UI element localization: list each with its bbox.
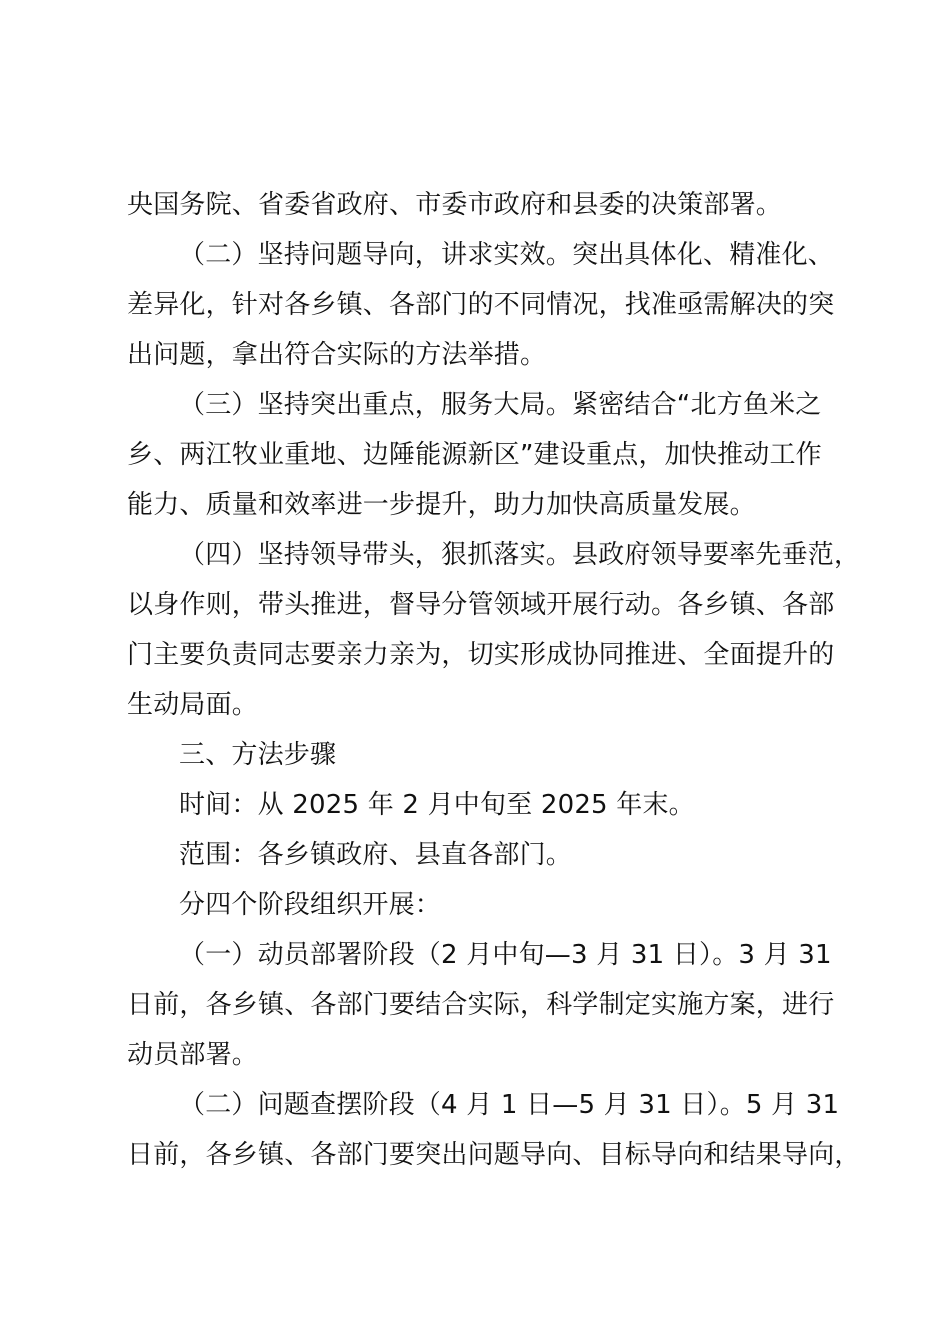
text-line: 时间：从 2025 年 2 月中旬至 2025 年末。 <box>179 790 695 820</box>
text-line: 范围：各乡镇政府、县直各部门。 <box>179 840 573 870</box>
text-line: 动员部署。 <box>127 1040 259 1070</box>
text-line: 央国务院、省委省政府、市委市政府和县委的决策部署。 <box>127 190 783 220</box>
text-line: 分四个阶段组织开展： <box>179 890 442 920</box>
text-line: 日前，各乡镇、各部门要突出问题导向、目标导向和结果导向， <box>127 1140 861 1170</box>
section-heading: 三、方法步骤 <box>179 740 337 770</box>
text-line: （四）坚持领导带头，狠抓落实。县政府领导要率先垂范， <box>179 540 861 570</box>
text-line: 出问题，拿出符合实际的方法举措。 <box>127 340 547 370</box>
text-line: （二）问题查摆阶段（4 月 1 日—5 月 31 日）。5 月 31 <box>179 1090 840 1120</box>
text-line: （一）动员部署阶段（2 月中旬—3 月 31 日）。3 月 31 <box>179 940 832 970</box>
text-line: （二）坚持问题导向，讲求实效。突出具体化、精准化、 <box>179 240 835 270</box>
text-line: 门主要负责同志要亲力亲为，切实形成协同推进、全面提升的 <box>127 640 835 670</box>
text-line: 以身作则，带头推进，督导分管领域开展行动。各乡镇、各部 <box>127 590 835 620</box>
text-line: 日前，各乡镇、各部门要结合实际，科学制定实施方案，进行 <box>127 990 835 1020</box>
text-line: 乡、两江牧业重地、边陲能源新区”建设重点，加快推动工作 <box>127 440 822 470</box>
text-line: （三）坚持突出重点，服务大局。紧密结合“北方鱼米之 <box>179 390 822 420</box>
text-line: 差异化，针对各乡镇、各部门的不同情况，找准亟需解决的突 <box>127 290 835 320</box>
text-line: 能力、质量和效率进一步提升，助力加快高质量发展。 <box>127 490 756 520</box>
text-line: 生动局面。 <box>127 690 259 720</box>
